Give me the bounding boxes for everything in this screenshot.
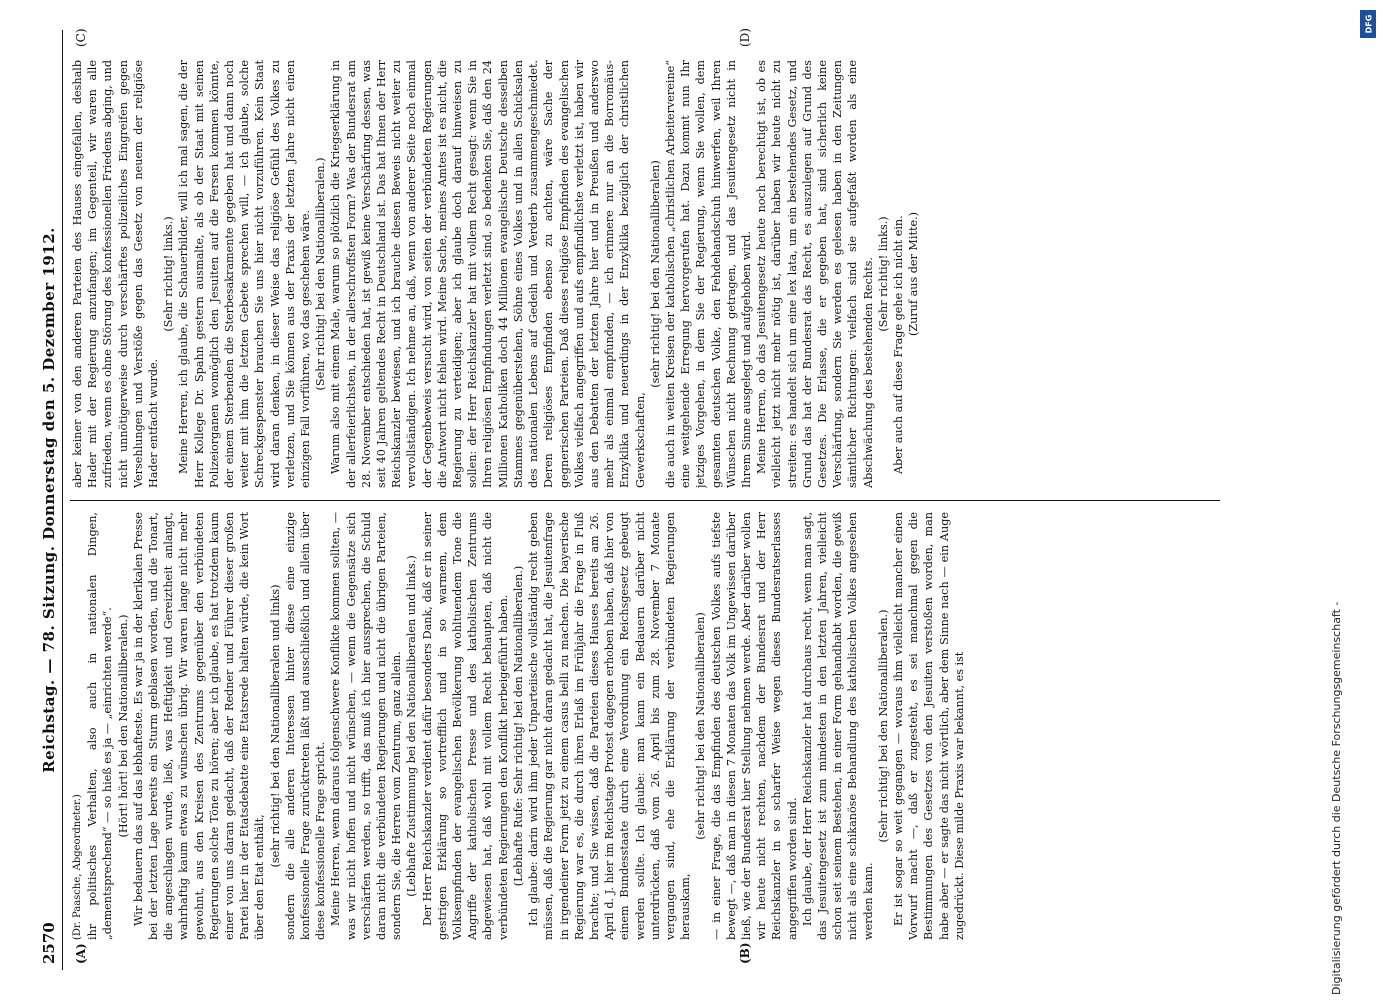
paragraph: Der Herr Reichskanzler verdient dafür besonders Dank, daß er in seiner gestrigen Erklärung so vortrefflich und in so warmem, dem Volksempfinden der evangelischen Bevölkerung wohltuendem Tone die Angriffe der katholischen Presse und des katholischen Zentrums abgewiesen hat, daß wohl mit vollem Recht behaupten, daß nicht die verbündeten Regierungen den Konflikt herbeigeführt haben.: [420, 512, 510, 940]
paragraph: sondern die alle anderen Interessen hinter diese eine einzige konfessionelle Frage zurücktreten läßt und ausschließlich und allein über diese konfessionelle Frage spricht.: [283, 512, 328, 940]
digitization-credit: Digitalisierung gefördert durch die Deutsche Forschungsgemeinschaft -: [1330, 601, 1343, 995]
page-number: 2570: [40, 922, 58, 964]
margin-marker-a: (A): [74, 943, 88, 964]
interjection: (Lebhafte Rufe: Sehr richtig! bei den Nationalliberalen.): [511, 565, 525, 887]
paragraph: ihr politisches Verhalten, also auch in nationalen Dingen, „dementsprechend“ — so hieß es ja — „einrichten werde“.: [86, 512, 115, 940]
paragraph: Ich glaube, der Herr Reichskanzler hat durchaus recht, wenn man sagt, das Jesuitengesetz ist zum mindesten in den letzten Jahren, vielleicht schon seit seinem Bestehen, in einer Form gehandhabt worden, die gewiß nicht als eine schikanöse Behandlung des katholischen Volkes angesehen werden kann.: [800, 512, 875, 940]
column-divider: [70, 500, 1220, 501]
interjection: (Zuruf aus der Mitte.): [907, 211, 921, 337]
interjection: (Sehr richtig! bei den Nationalliberalen.): [314, 157, 328, 391]
interjection: (sehr richtig! bei den Nationalliberalen): [648, 160, 662, 388]
margin-marker-c: (C): [74, 28, 88, 47]
left-column: [70, 512, 1220, 940]
speaker-line: (Dr. Paasche, Abgeordneter.): [72, 794, 83, 940]
paragraph: Warum also mit einem Male, warum so plötzlich die Kriegserklärung in der allerfeierlichsten, in der allerschroffsten Form? Was der Bundesrat am 28. November entschieden hat, ist gewiß keine Verschärfung dessen, was seit 40 Jahren geltendes Recht in Deutschland ist. Das hat Ihnen der Herr Reichskanzler bewiesen, und ich brauche diesen Beweis nicht weiter zu vervollständigen. Ich nehme an, daß, wenn von anderer Seite noch einmal der Gegenbeweis versucht wird, von seiten der verbündeten Regierungen die Antwort nicht fehlen wird. Meine Sache, meines Amtes ist es nicht, die Regierung zu verteidigen; aber ich glaube doch darauf hinweisen zu sollen: der Herr Reichskanzler hat mit vollem Recht gesagt: wenn Sie in Ihren religiösen Empfindungen verletzt sind, so bedenken Sie, daß den 24 Millionen Katholiken doch 44 Millionen evangelische Deutsche desselben Stammes gegenüberstehen, Söhne eines Volkes und in allen Schicksalen des nationalen Lebens auf Gedeih und Verderb zusammengeschmiedet. Deren religiöses Empfinden ebenso zu achten, wäre Sache der gegnerischen Parteien. Daß dieses religiöse Empfinden des evangelischen Volkes vielfach angegriffen und aufs empfindlichste verletzt ist, haben wir aus den Debatten der letzten Jahre hier und in Preußen und anderswo mehr als einmal empfunden, — ich erinnere nur an die Borromäus-Enzyklika und neuerdings in der Enzyklika bezüglich der christlichen Gewerkschaften,: [329, 60, 647, 488]
right-column: [70, 60, 1220, 488]
paragraph: Aber auch auf diese Frage gehe ich nicht ein.: [891, 215, 905, 474]
paragraph: Meine Herren, wenn daraus folgenschwere Konflikte kommen sollten, — was wir nicht hoffen und nicht wünschen, — wenn die Gegensätze sich verschärfen werden, so trifft, das muß ich hier aussprechen, die Schuld daran nicht die verbündeten Regierungen und nicht die übrigen Parteien, sondern Sie, die Herren vom Zentrum, ganz allein.: [329, 512, 404, 940]
interjection: (Lebhafte Zustimmung bei den Nationalliberalen und links.): [405, 555, 419, 897]
margin-marker-d: (D): [738, 28, 752, 47]
paragraph: Er ist sogar so weit gegangen — woraus ihm vielleicht mancher einen Vorwurf macht —, daß er zugesteht, es sei manchmal gegen die Bestimmungen des Gesetzes von den Jesuiten verstoßen worden, man habe aber — er sagte das nicht wörtlich, aber dem Sinne nach — ein Auge zugedrückt. Diese milde Praxis war bekannt, es ist: [891, 512, 966, 940]
interjection: (Sehr richtig! links.): [876, 216, 890, 332]
dfg-logo: [1360, 10, 1376, 38]
paragraph: die auch in weiten Kreisen der katholischen „christlichen Arbeitervereine“ eine weitgehende Erregung hervorgerufen hat. Dazu kommt nun Ihr jetziges Vorgehen, in dem Sie der Regierung, wenn Sie wollen, dem gesamten deutschen Volke, den Fehdehandschuh hinwerfen, weil Ihren Wünschen nicht Rechnung getragen, und das Jesuitengesetz nicht in Ihrem Sinne ausgelegt und aufgehoben wird.: [663, 60, 753, 488]
paragraph: — in einer Frage, die das Empfinden des deutschen Volkes aufs tiefste bewegt —, daß man in diesen 7 Monaten das Volk im Ungewissen darüber ließ, wie der Bundesrat hier Stellung nehmen werde. Aber darüber wollen wir heute nicht rechten, nachdem der Bundesrat und der Herr Reichskanzler in so scharfer Weise wegen dieses Bundesratserlasses angegriffen worden sind.: [709, 512, 799, 940]
paragraph: Meine Herren, ich glaube, die Schauerbilder, will ich mal sagen, die der Herr Kollege Dr. Spahn gestern ausmalte, als ob der Staat mit seinen Polizeiorganen womöglich den Jesuiten auf die Fersen kommen könnte, der einem Sterbenden die Sterbesakramente gegeben hat und dann noch weiter mit ihm die letzten Gebete sprechen will, — ich glaube, solche Schreckgespenster brauchen Sie uns hier nicht vorzuführen. Kein Staat wird daran denken, in dieser Weise das religiöse Gefühl des Volkes zu verletzen, und Sie können aus der Praxis der letzten Jahre nicht einen einzigen Fall vorführen, wo das geschehen wäre.: [177, 60, 313, 488]
paragraph: aber keiner von den anderen Parteien des Hauses eingefallen, deshalb Hader mit der Regierung anzufangen; im Gegenteil, wir waren alle zufrieden, wenn es ohne Störung des konfessionellen Friedens abging, und nicht unnötigerweise durch verschärftes polizeiliches Eingreifen gegen Versehlungen und Verstöße gegen das Gesetz von neuem der religiöse Hader entfacht wurde.: [71, 60, 161, 488]
interjection: (Sehr richtig! bei den Nationalliberalen.): [876, 609, 890, 843]
rotated-page: [38, 30, 1338, 970]
page-title: Reichstag. — 78. Sitzung. Donnerstag den 5. Dezember 1912.: [40, 227, 58, 773]
interjection: (Sehr richtig! links.): [162, 216, 176, 332]
dfg-logo-text: DFG: [1364, 14, 1374, 34]
interjection: (Hört! hört! bei den Nationalliberalen.): [116, 614, 130, 838]
interjection: (sehr richtig! bei den Nationalliberalen und links): [268, 584, 282, 868]
interjection: (sehr richtig! bei den Nationalliberalen): [694, 612, 708, 840]
margin-marker-b: (B): [738, 942, 752, 964]
paragraph: Meine Herren, ob das Jesuitengesetz heute noch berechtigt ist, ob es vielleicht jetzt nicht mehr nötig ist, darüber haben wir heute nicht zu streiten: es handelt sich um eine lex lata, um ein bestehendes Gesetz, und Grund das hat der Bundesrat das Recht, es auszulegen auf Grund des Gesetzes. Die Erlasse, die er gegeben hat, sind sicherlich keine Verschärfung, sondern Sie werden es gelesen haben in den Zeitungen sämtlicher Richtungen: vielfach sind sie aufgefaßt worden als eine Abschwächung des bestehenden Rechts.: [755, 60, 875, 488]
page-header: [38, 30, 63, 970]
paragraph: Ich glaube: darin wird ihm jeder Unparteiische vollständig recht geben müssen, daß die Regierung gar nicht daran gedacht hat, die Jesuitenfrage in irgendeiner Form jetzt zu einem casus belli zu machen. Die bayerische Regierung war es, die durch ihren Erlaß im Frühjahr die Frage in Fluß brachte; und Sie wissen, daß die Parteien dieses Hauses bereits am 26. April d. J. hier im Reichstage Protest dagegen erhoben haben, daß hier von einem Bundesstaate durch eine Verordnung ein Reichsgesetz gebeugt werden sollte. Ich glaube: man kann ein Bedauern darüber nicht unterdrücken, daß vom 26. April bis zum 28. November 7 Monate vergangen sind, ehe die Erklärung der verbündeten Regierungen herauskam,: [527, 512, 693, 940]
paragraph: Wir bedauern das auf das lebhafteste. Es war ja in der klerikalen Presse bei der letzten Lage bereits ein Sturm geblasen worden, und die Tonart, die angeschlagen wurde, ließ, was Heftigkeit und Gereiztheit anlangt, wahrhaftig kaum etwas zu wünschen übrig. Wir waren lange nicht mehr gewohnt, aus den Kreisen des Zentrums gegenüber den verbündeten Regierungen solche Töne zu hören; aber ich glaube, es hat trotzdem kaum einer von uns daran gedacht, daß der Redner und Führer dieser großen Partei hier in der Etatsdebatte eine Etatsrede halten würde, die kein Wort über den Etat enthält,: [131, 512, 267, 940]
